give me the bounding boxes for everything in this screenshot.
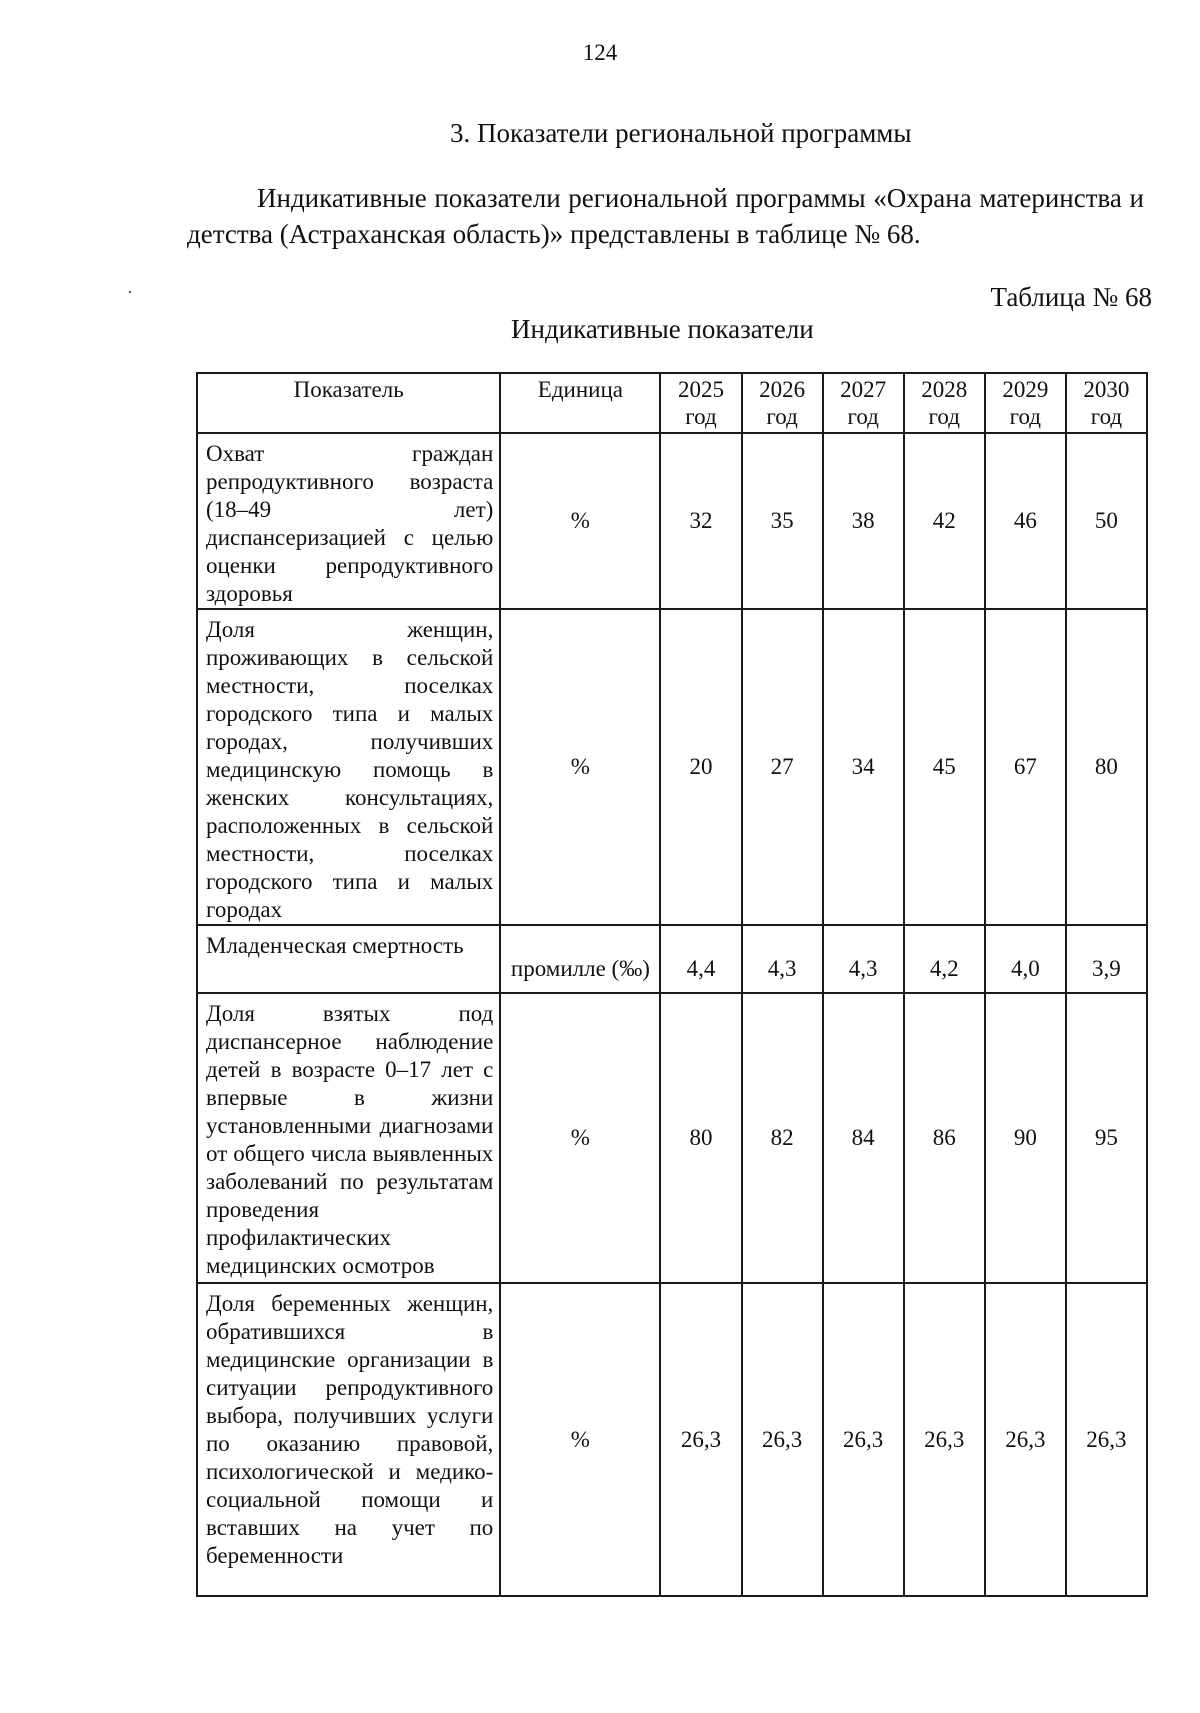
value-2026: 35 — [742, 433, 823, 609]
scan-speck — [129, 291, 131, 293]
value-2029: 90 — [985, 993, 1066, 1283]
value-2030: 95 — [1066, 993, 1147, 1283]
value-2027: 26,3 — [823, 1283, 904, 1596]
page-number: 124 — [582, 40, 618, 65]
indicator-name: Доля беременных женщин, обратившихся в медицинские организации в ситуации репродуктивного выбора, получивших услуги по оказанию правовой, психологической и медико-социальной помощи и вставших на учет по беременности — [197, 1283, 500, 1596]
table-caption-number: Таблица № 68 — [990, 282, 1152, 312]
indicator-unit: % — [500, 433, 660, 609]
header-year-2030: 2030 год — [1066, 373, 1147, 433]
header-year-2026: 2026 год — [742, 373, 823, 433]
value-2030: 80 — [1066, 609, 1147, 925]
value-2028: 45 — [904, 609, 985, 925]
table-caption-title: Индикативные показатели — [511, 314, 814, 344]
table-row — [197, 1283, 1147, 1596]
value-2030: 26,3 — [1066, 1283, 1147, 1596]
value-2027: 84 — [823, 993, 904, 1283]
value-2028: 86 — [904, 993, 985, 1283]
value-2027: 34 — [823, 609, 904, 925]
header-year-2029: 2029 год — [985, 373, 1066, 433]
indicator-name: Младенческая смертность — [197, 925, 500, 993]
value-2029: 67 — [985, 609, 1066, 925]
value-2026: 82 — [742, 993, 823, 1283]
value-2027: 38 — [823, 433, 904, 609]
value-2025: 26,3 — [660, 1283, 741, 1596]
value-2025: 32 — [660, 433, 741, 609]
table-row — [197, 433, 1147, 609]
value-2030: 3,9 — [1066, 925, 1147, 993]
value-2028: 4,2 — [904, 925, 985, 993]
value-2026: 26,3 — [742, 1283, 823, 1596]
indicator-unit: % — [500, 1283, 660, 1596]
value-2029: 46 — [985, 433, 1066, 609]
indicator-unit: промилле (‰) — [500, 925, 660, 993]
header-unit: Единица — [500, 373, 660, 433]
section-heading: 3. Показатели региональной программы — [450, 118, 912, 148]
indicator-name: Охват граждан репродуктивного возраста (18–49 лет) диспансеризацией с целью оценки репродуктивного здоровья — [197, 433, 500, 609]
value-2025: 4,4 — [660, 925, 741, 993]
indicator-name: Доля взятых под диспансерное наблюдение детей в возрасте 0–17 лет с впервые в жизни установленными диагнозами от общего числа выявленных заболеваний по результатам проведения профилактических медицинских осмотров — [197, 993, 500, 1283]
value-2025: 80 — [660, 993, 741, 1283]
table-row — [197, 925, 1147, 993]
value-2025: 20 — [660, 609, 741, 925]
indicator-name: Доля женщин, проживающих в сельской местности, поселках городского типа и малых городах, получивших медицинскую помощь в женских консультациях, расположенных в сельской местности, поселках городского типа и малых городах — [197, 609, 500, 925]
value-2026: 27 — [742, 609, 823, 925]
table-row — [197, 609, 1147, 925]
table-header-row — [197, 373, 1147, 433]
value-2029: 26,3 — [985, 1283, 1066, 1596]
value-2027: 4,3 — [823, 925, 904, 993]
table-row — [197, 993, 1147, 1283]
indicators-table — [196, 372, 1148, 1597]
header-indicator: Показатель — [197, 373, 500, 433]
header-year-2025: 2025 год — [660, 373, 741, 433]
indicator-unit: % — [500, 609, 660, 925]
header-year-2028: 2028 год — [904, 373, 985, 433]
value-2026: 4,3 — [742, 925, 823, 993]
value-2028: 42 — [904, 433, 985, 609]
value-2028: 26,3 — [904, 1283, 985, 1596]
intro-paragraph: Индикативные показатели региональной программы «Охрана материнства и детства (Астраханская область)» представлены в таблице № 68. — [187, 183, 1144, 249]
header-year-2027: 2027 год — [823, 373, 904, 433]
value-2030: 50 — [1066, 433, 1147, 609]
indicator-unit: % — [500, 993, 660, 1283]
value-2029: 4,0 — [985, 925, 1066, 993]
